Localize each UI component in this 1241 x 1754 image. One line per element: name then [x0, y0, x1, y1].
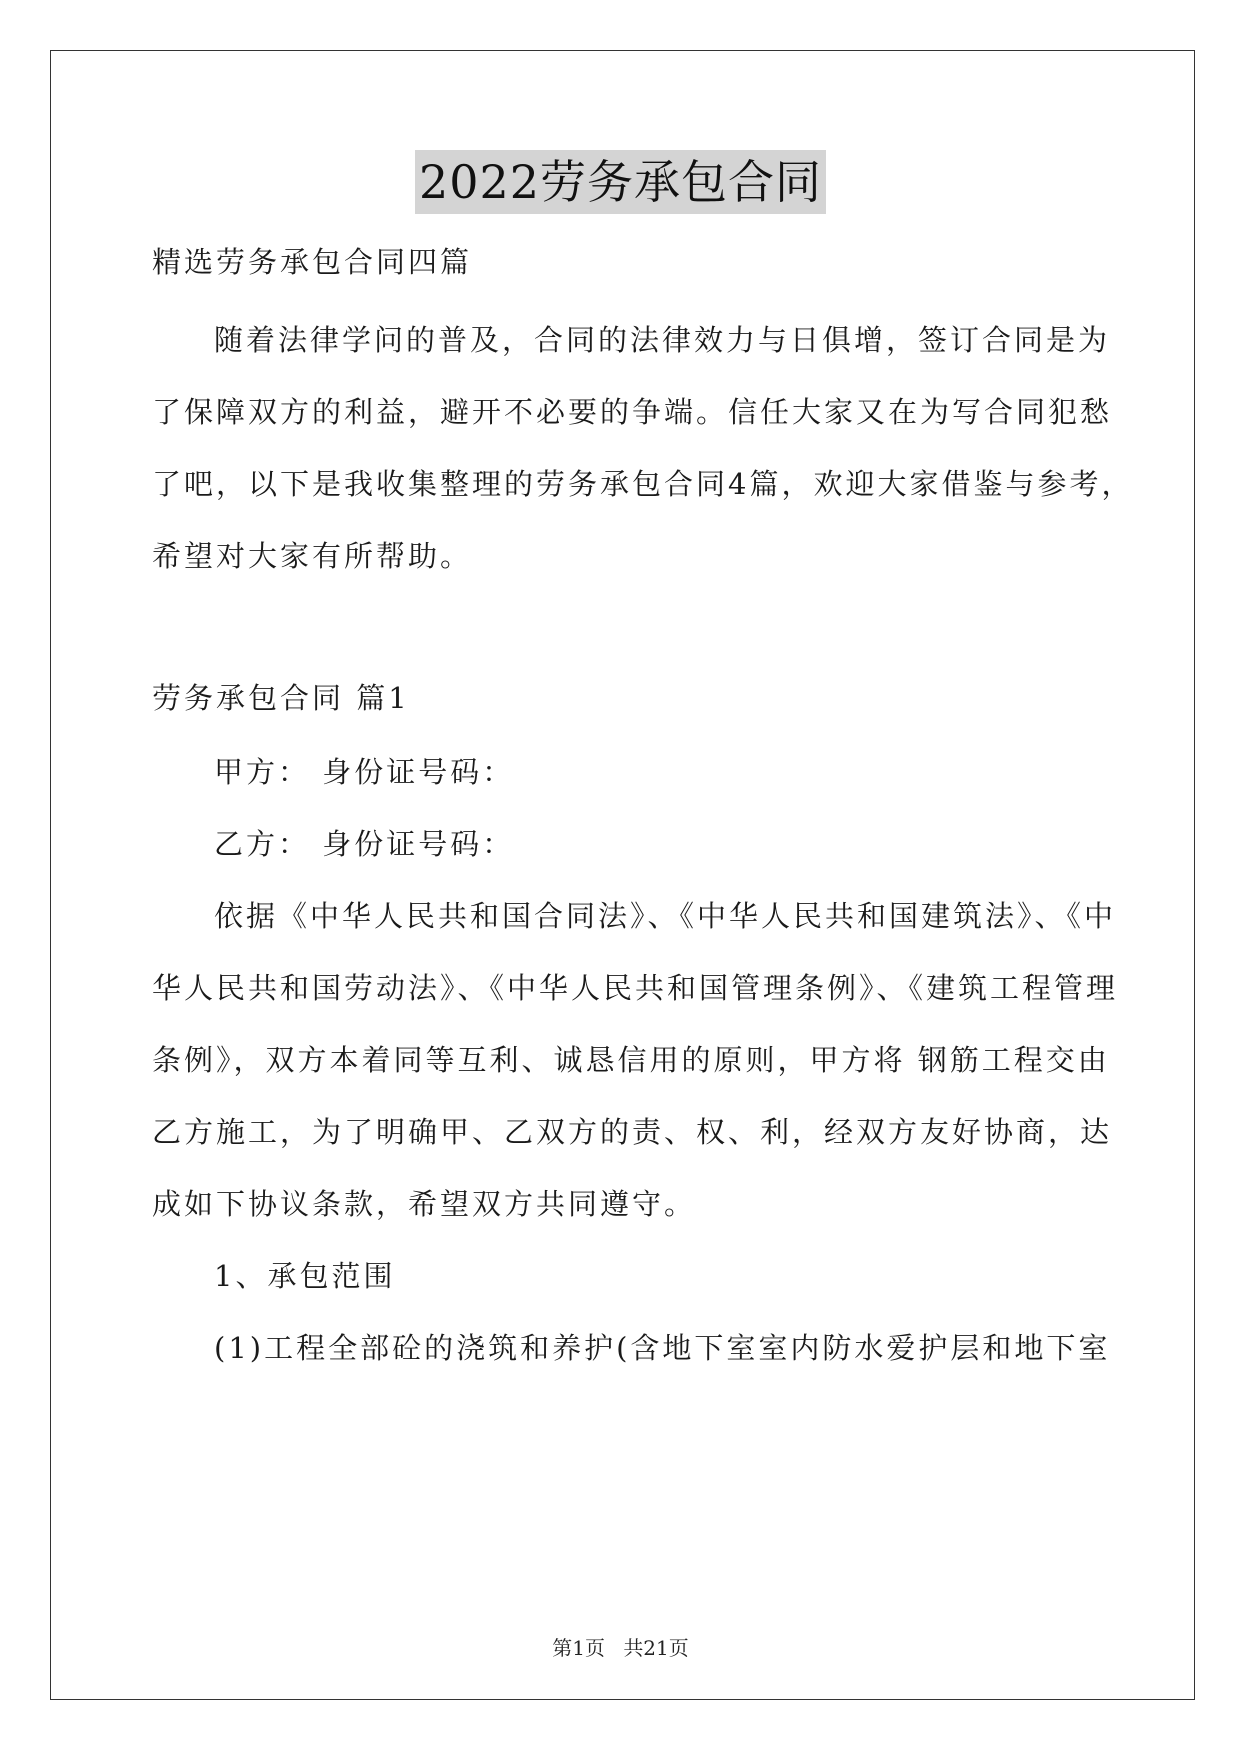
intro-line: 了吧，以下是我收集整理的劳务承包合同4篇，欢迎大家借鉴与参考，	[152, 467, 1134, 501]
intro-line: 了保障双方的利益，避开不必要的争端。信任大家又在为写合同犯愁	[152, 395, 1113, 429]
party-a-line: 甲方： 身份证号码：	[214, 755, 515, 789]
title-container	[0, 150, 1241, 214]
basis-line: 成如下协议条款，希望双方共同遵守。	[152, 1187, 697, 1221]
clause-item: (1)工程全部砼的浇筑和养护(含地下室室内防水爱护层和地下室	[214, 1331, 1111, 1365]
section-heading: 劳务承包合同 篇1	[152, 681, 410, 715]
page-footer	[0, 1632, 1241, 1661]
intro-line: 随着法律学问的普及，合同的法律效力与日俱增，签订合同是为	[214, 323, 1111, 357]
page-number-current: 第1页	[552, 1636, 605, 1660]
clause-heading: 1、承包范围	[214, 1259, 396, 1293]
basis-line: 条例》，双方本着同等互利、诚恳信用的原则，甲方将 钢筋工程交由	[152, 1043, 1110, 1077]
document-title: 2022劳务承包合同	[415, 150, 826, 214]
party-b-line: 乙方： 身份证号码：	[214, 827, 515, 861]
page-number-total: 共21页	[623, 1636, 689, 1660]
basis-line: 华人民共和国劳动法》、《中华人民共和国管理条例》、《建筑工程管理	[152, 971, 1119, 1005]
intro-line: 希望对大家有所帮助。	[152, 539, 473, 573]
page-border	[50, 50, 1195, 1700]
document-subtitle: 精选劳务承包合同四篇	[152, 245, 473, 279]
basis-line: 乙方施工，为了明确甲、乙双方的责、权、利，经双方友好协商，达	[152, 1115, 1113, 1149]
basis-line: 依据《中华人民共和国合同法》、《中华人民共和国建筑法》、《中	[214, 899, 1117, 933]
